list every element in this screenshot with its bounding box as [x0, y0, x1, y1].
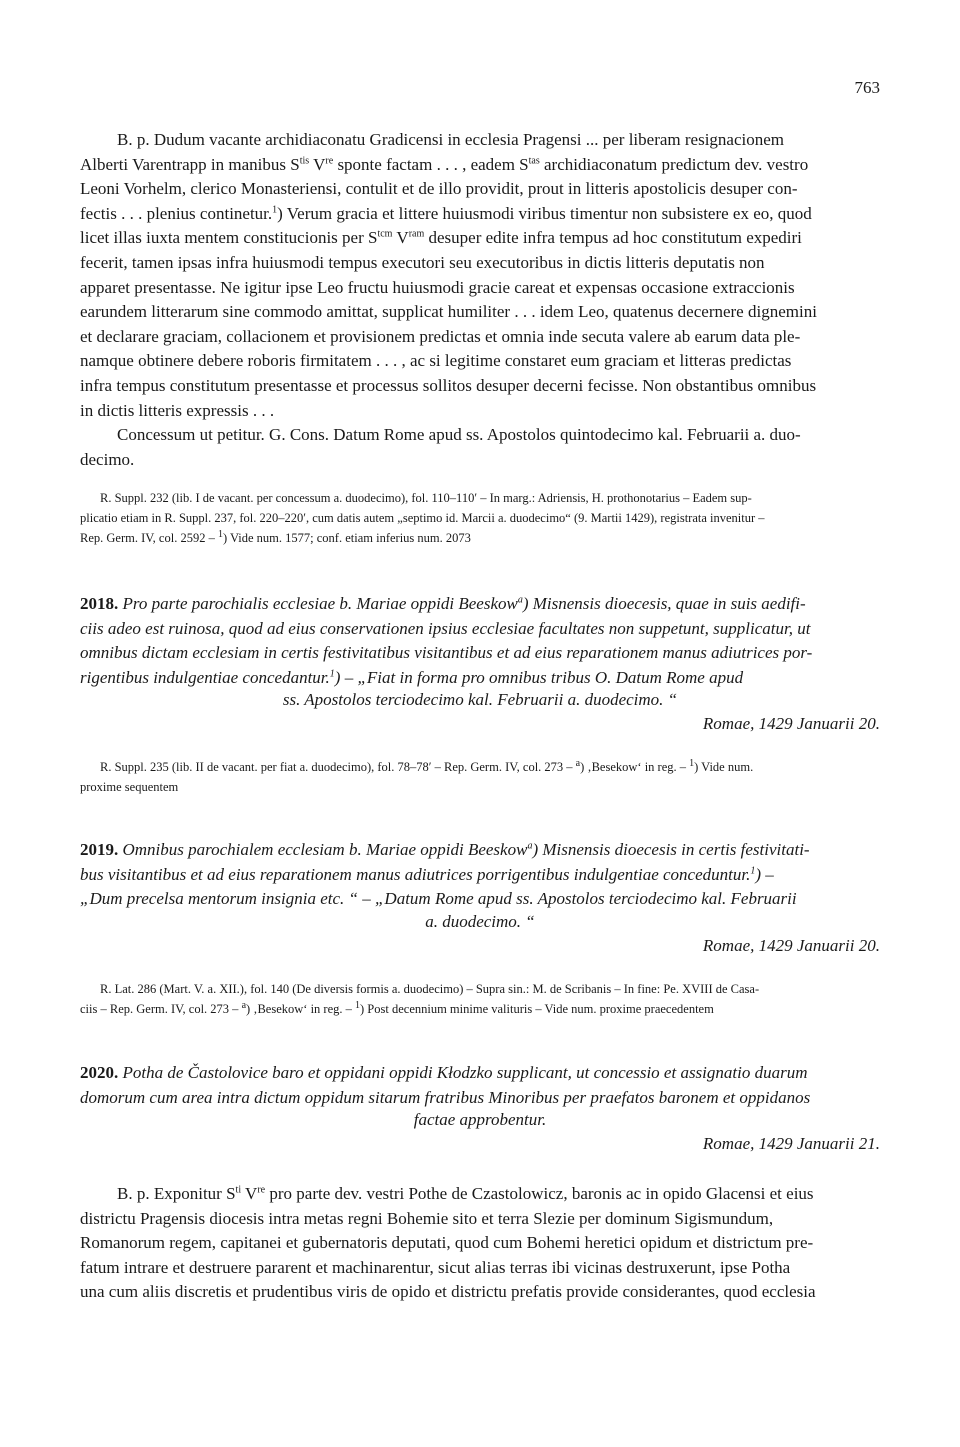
note-line: R. Suppl. 232 (lib. I de vacant. per concessum a. duodecimo), fol. 110–110′ – In marg.: Adriensis, H. prothonotarius – Eadem sup- [100, 491, 752, 505]
text-line: ) Verum gracia et littere huiusmodi viribus timentur non subsistere ex eo, quod [277, 203, 812, 223]
note-line: ) Post decennium minime valituris – Vide num. proxime praecedentem [360, 1002, 714, 1016]
text-line: omnibus dictam ecclesiam in certis festivitatibus visitantibus et ad eius reparationem manus adiutrices por- [80, 643, 813, 663]
note-line: ) Vide num. [694, 760, 754, 774]
text-line: Romanorum regem, capitanei et gubernatoris deputati, quod cum Bohemi heretici opidum et districtum pre- [80, 1233, 814, 1253]
footnote-marker: 1 [355, 999, 361, 1011]
supplication-text [80, 128, 880, 472]
text-line: et declarare graciam, collacionem et provisionem predictas et omnia inde secuta valere ab earum data ple- [80, 326, 801, 346]
entry-2018 [80, 592, 880, 690]
footnote-marker: a [241, 999, 247, 1011]
note-line: ) ‚Besekow‘ in reg. – [246, 1002, 356, 1016]
text-line: Alberti Varentrapp in manibus S [80, 154, 300, 174]
text-line: ) – „Fiat in forma pro omnibus tribus O. Datum Rome apud [334, 667, 744, 687]
text-line: fecerit, tamen ipsas infra huiusmodi tempus executori seu executoribus in dictis litteris deputatis non [80, 252, 765, 272]
entry-2018-dating: ss. Apostolos terciodecimo kal. Februarii a. duodecimo. “ [282, 690, 678, 709]
entry-2020 [80, 1061, 880, 1110]
footnote-marker: 1 [217, 528, 223, 540]
text-line: ) Misnensis dioecesis in certis festivitati- [532, 840, 810, 859]
note-line: proxime sequentem [80, 780, 179, 794]
superscript: ram [408, 228, 425, 240]
text-line: bus visitantibus et ad eius reparationem manus adiutrices porrigentibus indulgentiae conceduntur. [80, 864, 751, 884]
superscript: tis [299, 154, 310, 166]
text-line: sponte factam . . . , eadem S [333, 154, 529, 174]
text-line: B. p. Dudum vacante archidiaconatu Gradicensi in ecclesia Pragensi ... per liberam resignacionem [117, 130, 785, 149]
note-line: Rep. Germ. IV, col. 2592 – [80, 531, 218, 545]
footnote-marker: a [527, 840, 533, 852]
text-line: namque obtinere debere roboris firmitatem . . . , ac si legitime constaret eum graciam et litteras predictas [80, 351, 792, 371]
text-line: B. p. Exponitur S [117, 1184, 236, 1203]
entry-number: 2018. [80, 594, 119, 613]
footnote-marker: 1 [329, 668, 335, 680]
text-line: licet illas iuxta mentem constitucionis per S [80, 228, 378, 248]
text-line: Omnibus parochialem ecclesiam b. Mariae oppidi Beeskow [118, 840, 528, 859]
text-line: Concessum ut petitur. G. Cons. Datum Rome apud ss. Apostolos quintodecimo kal. Februarii a. duo- [117, 425, 801, 445]
source-note [80, 488, 880, 548]
note-line: ciis – Rep. Germ. IV, col. 273 – [80, 1002, 242, 1016]
footnote-marker: a [517, 594, 523, 606]
entry-2018-note [80, 757, 880, 797]
text-line: earundem litterarum sine commodo amittat, supplicat humiliter . . . idem Leo, quatenus decernere dignemini [80, 302, 817, 322]
text-line: apparet presentasse. Ne igitur ipse Leo fructu huiusmodi gracie careat et expensas occasione extraccionis [80, 277, 795, 297]
entry-2019-dating: a. duodecimo. “ [425, 912, 535, 931]
text-line: fectis . . . plenius continetur. [80, 203, 273, 223]
text-line: Potha de Častolovice baro et oppidani oppidi Kłodzko supplicant, ut concessio et assignatio duarum [118, 1063, 808, 1082]
note-line: plicatio etiam in R. Suppl. 237, fol. 220–220′, cum datis autem „septimo id. Marcii a. duodecimo“ (9. Martii 1429), registrata invenitur – [80, 511, 765, 525]
text-line: V [392, 228, 409, 248]
text-line: Leoni Vorhelm, clerico Monasteriensi, contulit et de illo providit, prout in litteris apostolicis desuper con- [80, 179, 798, 199]
text-line: pro parte dev. vestri Pothe de Czastolowicz, baronis ac in opido Glacensi et eius [265, 1184, 814, 1203]
entry-2018-date: Romae, 1429 Januarii 20. [702, 714, 880, 733]
footnote-marker: a [575, 757, 581, 769]
text-line: „Dum precelsa mentorum insignia etc. “ – „Datum Rome apud ss. Apostolos terciodecimo kal. Februarii [80, 889, 797, 909]
footnote-marker: 1 [689, 757, 695, 769]
text-line: ciis adeo est ruinosa, quod ad eius conservationen ipsius ecclesiae facultates non suppetunt, supplicatur, ut [80, 618, 811, 638]
superscript: ti [235, 1184, 242, 1196]
superscript: tcm [377, 228, 393, 240]
note-line: R. Lat. 286 (Mart. V. a. XII.), fol. 140 (De diversis formis a. duodecimo) – Supra sin.: M. de Scribanis – In fine: Pe. XVIII de Casa- [100, 982, 760, 996]
entry-2020-title-end: factae approbentur. [413, 1110, 547, 1129]
footnote-marker: 1 [272, 204, 278, 216]
note-line: ) ‚Besekow‘ in reg. – [580, 760, 690, 774]
entry-number: 2019. [80, 840, 119, 859]
text-line: fatum intrare et destruere pararent et machinarentur, sicut alias terras ibi vicinas destruxerunt, ipse Potha [80, 1257, 791, 1277]
page-number: 763 [854, 78, 880, 97]
text-line: desuper edite infra tempus ad hoc constitutum expediri [424, 228, 802, 248]
entry-number: 2020. [80, 1063, 119, 1082]
text-line: infra tempus constitutum presentasse et processus sollitos desuper decerni fecisse. Non obstantibus omnibus [80, 375, 817, 395]
text-line: V [241, 1184, 258, 1203]
text-line: districtu Pragensis diocesis intra metas regni Bohemie sito et terra Slezie per dominum Sigismundum, [80, 1208, 774, 1228]
text-line: rigentibus indulgentiae concedantur. [80, 667, 330, 687]
text-line: una cum aliis discretis et prudentibus viris de opido et districtu prefatis provide considerantes, quod ecclesia [80, 1282, 816, 1302]
text-line: domorum cum area intra dictum oppidum sitarum fratribus Minoribus per praefatos baronem et oppidanos [80, 1087, 811, 1107]
entry-2020-date: Romae, 1429 Januarii 21. [702, 1134, 880, 1153]
entry-2019-note [80, 979, 880, 1019]
text-line: archidiaconatum predictum dev. vestro [539, 154, 809, 174]
text-line: decimo. [80, 449, 135, 469]
text-line: in dictis litteris expressis . . . [80, 400, 275, 420]
footnote-marker: 1 [750, 864, 756, 876]
superscript: re [325, 154, 334, 166]
entry-2019 [80, 838, 880, 912]
note-line: R. Suppl. 235 (lib. II de vacant. per fiat a. duodecimo), fol. 78–78′ – Rep. Germ. IV, col. 273 – [100, 760, 576, 774]
text-line: Pro parte parochialis ecclesiae b. Mariae oppidi Beeskow [118, 594, 518, 613]
text-line: V [309, 154, 326, 174]
text-line: ) – [755, 864, 774, 884]
text-line: ) Misnensis dioecesis, quae in suis aedifi- [522, 594, 806, 613]
entry-2020-text [80, 1182, 880, 1305]
superscript: re [257, 1184, 266, 1196]
entry-2019-date: Romae, 1429 Januarii 20. [702, 936, 880, 955]
note-line: ) Vide num. 1577; conf. etiam inferius num. 2073 [222, 531, 471, 545]
superscript: tas [528, 154, 540, 166]
